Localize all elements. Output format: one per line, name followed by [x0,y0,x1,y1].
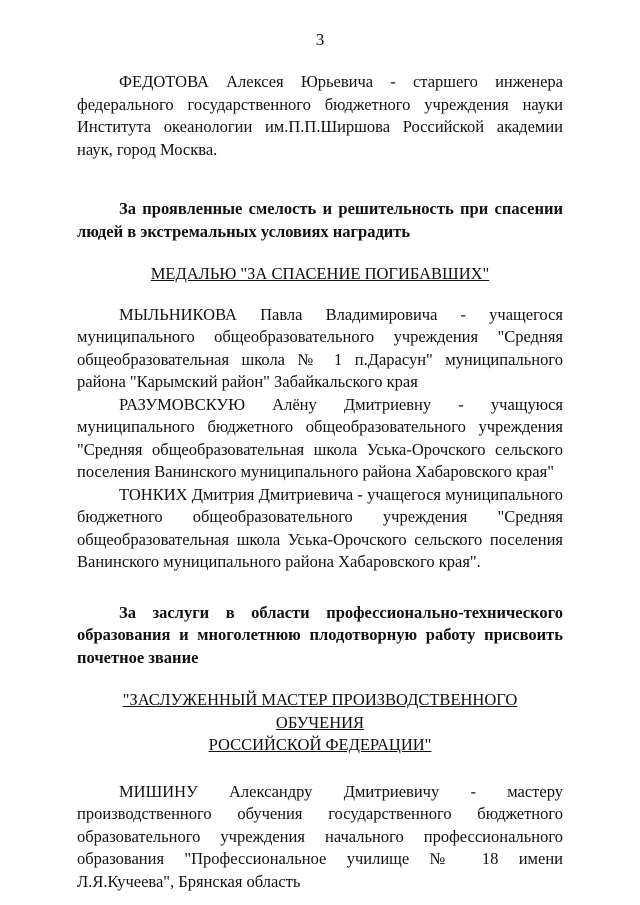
page-number: 3 [315,30,325,49]
paragraph-mylnikov: МЫЛЬНИКОВА Павла Владимировича - учащегося муниципального общеобразовательного учреждения "Средняя общеобразовательная школа № 1 п.Дарасун" муниципального района "Карымский район" Забайкальского края [77,304,563,391]
document-body [77,71,563,893]
paragraph-tonkikh: ТОНКИХ Дмитрия Дмитриевича - учащегося муниципального бюджетного общеобразовательного учреждения "Средняя общеобразовательная школа Уська-Орочского сельского поселения Ванинского муниципального района Хабаровского края". [77,484,563,571]
paragraph-mishin: МИШИНУ Александру Дмитриевичу - мастеру производственного обучения государственного бюджетного образовательного учреждения начального профессионального образования "Профессиональное училище № 18 имени Л.Я.Кучеева", Брянская область [77,781,563,891]
paragraph-award-intro-rescue: За проявленные смелость и решительность при спасении людей в экстремальных условиях наградить [77,199,563,241]
heading-honorary-title-line2: РОССИЙСКОЙ ФЕДЕРАЦИИ" [208,735,432,754]
heading-honorary-title-line1: "ЗАСЛУЖЕННЫЙ МАСТЕР ПРОИЗВОДСТВЕННОГО ОБУЧЕНИЯ [122,690,518,732]
heading-medal-rescue: МЕДАЛЬЮ "ЗА СПАСЕНИЕ ПОГИБАВШИХ" [150,264,490,283]
paragraph-award-intro-title: За заслуги в области профессионально-технического образования и многолетнюю плодотворную работу присвоить почетное звание [77,602,563,667]
paragraph-fedotova: ФЕДОТОВА Алексея Юрьевича - старшего инженера федерального государственного бюджетного учреждения науки Института океанологии им.П.П.Ширшова Российской академии наук, город Москва. [77,72,563,159]
paragraph-razumovskaya: РАЗУМОВСКУЮ Алёну Дмитриевну - учащуюся муниципального бюджетного общеобразовательного учреждения "Средняя общеобразовательная школа Уська-Орочского сельского поселения Ванинского муниципального района Хабаровского края" [77,394,563,481]
